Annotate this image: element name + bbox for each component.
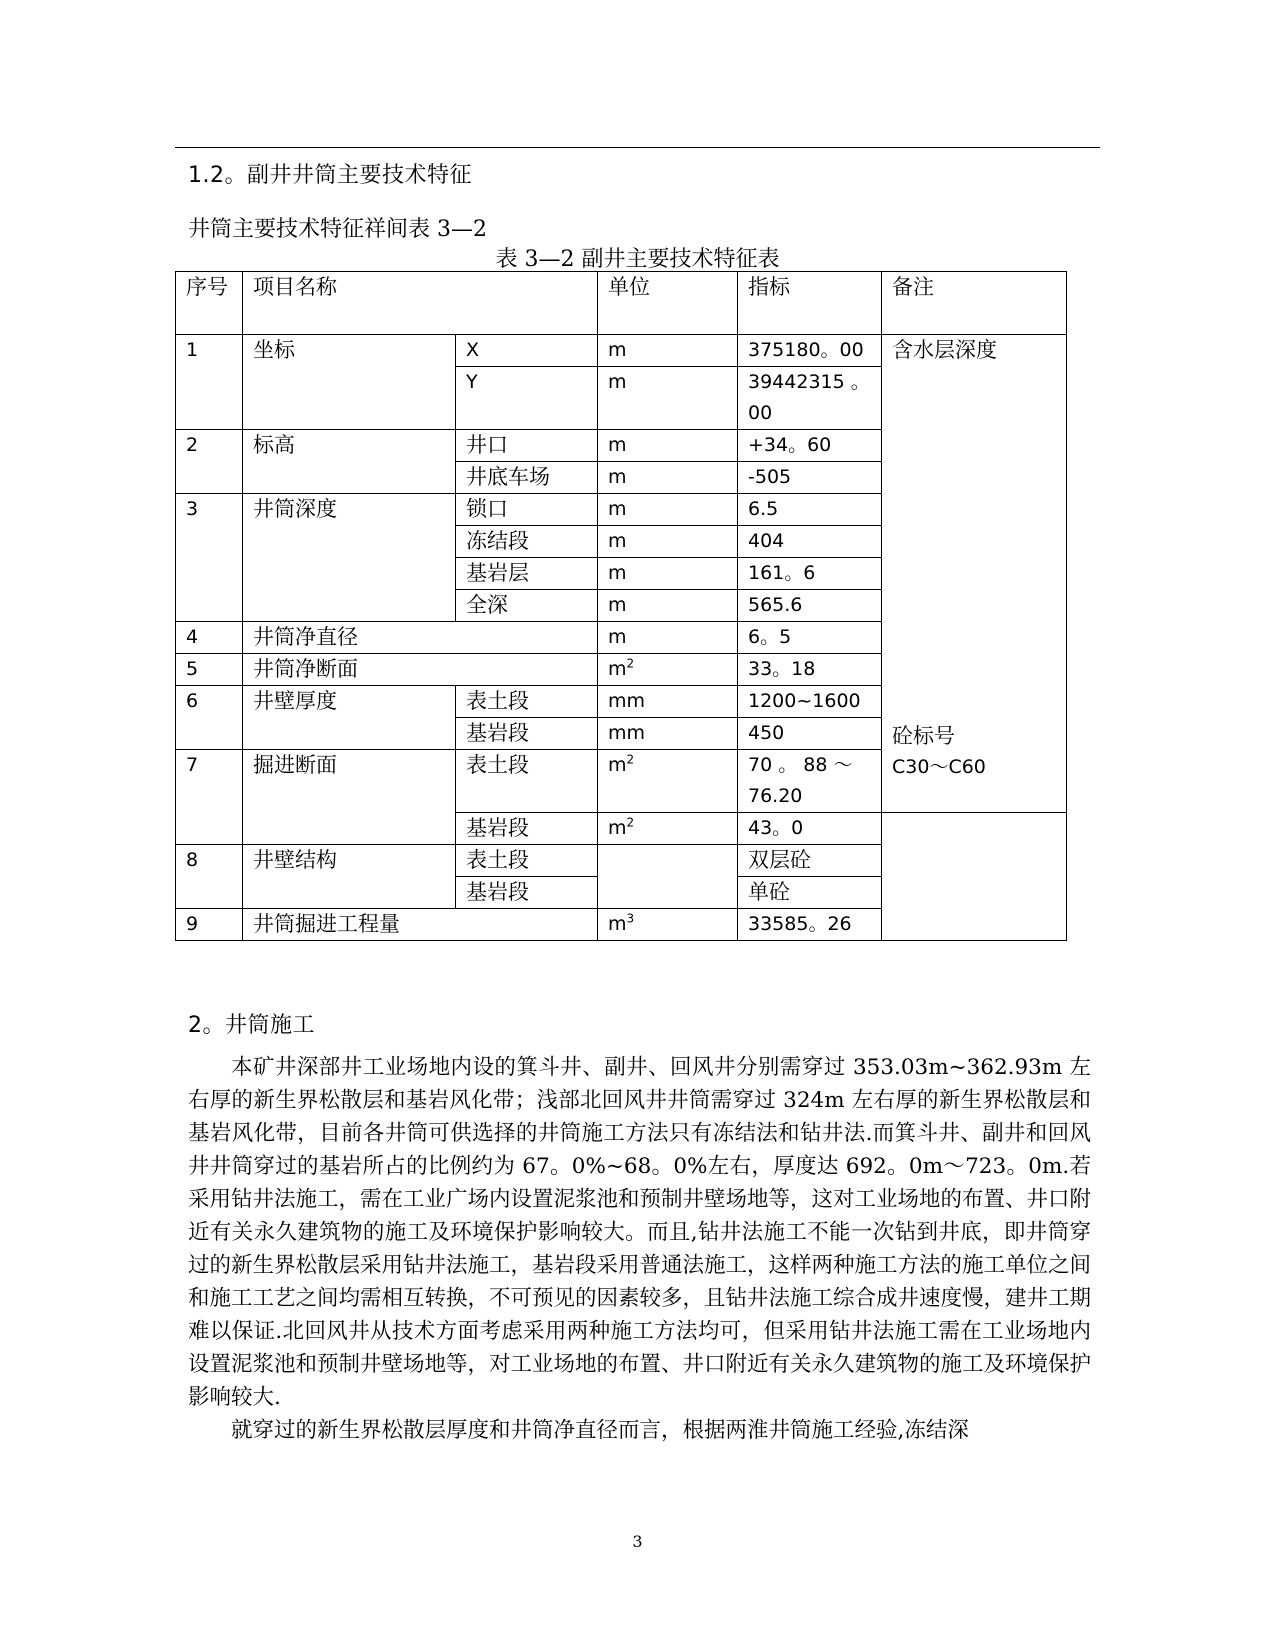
row-no: 3 bbox=[176, 494, 243, 622]
row-value: 6.5 bbox=[738, 494, 882, 526]
row-sub: 基岩段 bbox=[456, 718, 598, 750]
table-reference-text: 井筒主要技术特征祥间表 3—2 bbox=[188, 217, 487, 242]
row-sub: 表土段 bbox=[456, 750, 598, 813]
row-sub: Y bbox=[456, 367, 598, 430]
row-item: 井筒掘进工程量 bbox=[243, 909, 598, 941]
row-value: 70 。 88 ～ 76.20 bbox=[738, 750, 882, 813]
technical-spec-table bbox=[175, 271, 1067, 941]
row-no: 2 bbox=[176, 430, 243, 494]
row-no: 6 bbox=[176, 686, 243, 750]
row-unit: $m^3$ bbox=[598, 909, 738, 941]
row-sub: 全深 bbox=[456, 590, 598, 622]
row-value: 单砼 bbox=[738, 877, 882, 909]
row-item: 掘进断面 bbox=[243, 750, 456, 845]
row-sub: 井口 bbox=[456, 430, 598, 462]
row-value: +34。60 bbox=[738, 430, 882, 462]
row-item: 井筒净断面 bbox=[243, 654, 598, 686]
row-unit: $m^2$ bbox=[598, 654, 738, 686]
row-unit: m bbox=[598, 590, 738, 622]
row-no: 5 bbox=[176, 654, 243, 686]
row-unit: $m^2$ bbox=[598, 813, 738, 845]
row-unit: m bbox=[598, 367, 738, 430]
row-value: 565.6 bbox=[738, 590, 882, 622]
row-sub: 冻结段 bbox=[456, 526, 598, 558]
row-no: 7 bbox=[176, 750, 243, 845]
row-sub: 基岩层 bbox=[456, 558, 598, 590]
row-sub: 基岩段 bbox=[456, 877, 598, 909]
row-value: 161。6 bbox=[738, 558, 882, 590]
row-sub: 井底车场 bbox=[456, 462, 598, 494]
row-sub: 基岩段 bbox=[456, 813, 598, 845]
header-item: 项目名称 bbox=[243, 272, 598, 335]
header-value: 指标 bbox=[738, 272, 882, 335]
row-value: 404 bbox=[738, 526, 882, 558]
row-item: 坐标 bbox=[243, 335, 456, 430]
table-caption: 表 3—2 副井主要技术特征表 bbox=[495, 247, 780, 272]
row-unit: m bbox=[598, 526, 738, 558]
row-no: 4 bbox=[176, 622, 243, 654]
body-text bbox=[188, 1051, 1091, 1447]
row-value: 1200~1600 bbox=[738, 686, 882, 718]
row-unit: $m^2$ bbox=[598, 750, 738, 813]
remark-aquifer: 含水层深度 bbox=[882, 335, 1067, 813]
row-no: 8 bbox=[176, 845, 243, 909]
row-unit: m bbox=[598, 558, 738, 590]
header-remark: 备注 bbox=[882, 272, 1067, 335]
row-unit: mm bbox=[598, 718, 738, 750]
row-sub: 锁口 bbox=[456, 494, 598, 526]
row-value: 双层砼 bbox=[738, 845, 882, 877]
header-unit: 单位 bbox=[598, 272, 738, 335]
row-sub: 表土段 bbox=[456, 845, 598, 877]
row-unit: mm bbox=[598, 686, 738, 718]
row-item: 井壁结构 bbox=[243, 845, 456, 909]
row-value: -505 bbox=[738, 462, 882, 494]
row-item: 井筒净直径 bbox=[243, 622, 598, 654]
table-header-row bbox=[176, 272, 1067, 335]
row-unit: m bbox=[598, 622, 738, 654]
row-value: 43。0 bbox=[738, 813, 882, 845]
row-item: 井筒深度 bbox=[243, 494, 456, 622]
paragraph: 本矿井深部井工业场地内设的箕斗井、副井、回风井分别需穿过 353.03m~362.93m 左右厚的新生界松散层和基岩风化带；浅部北回风井井筒需穿过 324m 左右厚的新生界松散层和基岩风化带，目前各井筒可供选择的井筒施工方法只有冻结法和钻井法.而箕斗井、副井和回风井井筒穿过的基岩所占的比例约为 67。0%~68。0%左右，厚度达 692。0m～723。0m.若采用钻井法施工，需在工业广场内设置泥浆池和预制井壁场地等，这对工业场地的布置、井口附近有关永久建筑物的施工及环境保护影响较大。而且,钻井法施工不能一次钻到井底，即井筒穿过的新生界松散层采用钻井法施工，基岩段采用普通法施工，这样两种施工方法的施工单位之间和施工工艺之间均需相互转换，不可预见的因素较多，且钻井法施工综合成井速度慢，建井工期难以保证.北回风井从技术方面考虑采用两种施工方法均可，但采用钻井法施工需在工业场地内设置泥浆池和预制井壁场地等，对工业场地的布置、井口附近有关永久建筑物的施工及环境保护影响较大. bbox=[188, 1055, 1092, 1410]
header-no: 序号 bbox=[176, 272, 243, 335]
row-value: 6。5 bbox=[738, 622, 882, 654]
row-unit: m bbox=[598, 462, 738, 494]
table-row bbox=[176, 335, 1067, 367]
row-item: 井壁厚度 bbox=[243, 686, 456, 750]
remark-concrete bbox=[882, 724, 1067, 941]
row-value: 33585。26 bbox=[738, 909, 882, 941]
row-no: 1 bbox=[176, 335, 243, 430]
paragraph: 就穿过的新生界松散层厚度和井筒净直径而言，根据两淮井筒施工经验,冻结深 bbox=[231, 1418, 969, 1443]
remark-concrete-grade: C30～C60 bbox=[892, 756, 986, 778]
remark-concrete-label: 砼标号 bbox=[892, 724, 955, 748]
section-title-1-2: 1.2。副井井筒主要技术特征 bbox=[188, 163, 472, 188]
row-value: 39442315 。00 bbox=[738, 367, 882, 430]
row-no: 9 bbox=[176, 909, 243, 941]
page-number: 3 bbox=[632, 1532, 643, 1551]
row-sub: X bbox=[456, 335, 598, 367]
section-title-2: 2。井筒施工 bbox=[188, 1013, 315, 1038]
row-unit: m bbox=[598, 494, 738, 526]
header-rule bbox=[175, 147, 1100, 148]
row-unit: m bbox=[598, 335, 738, 367]
row-value: 33。18 bbox=[738, 654, 882, 686]
row-unit: m bbox=[598, 430, 738, 462]
row-value: 450 bbox=[738, 718, 882, 750]
row-sub: 表土段 bbox=[456, 686, 598, 718]
row-value: 375180。00 bbox=[738, 335, 882, 367]
row-unit bbox=[598, 845, 738, 909]
row-item: 标高 bbox=[243, 430, 456, 494]
